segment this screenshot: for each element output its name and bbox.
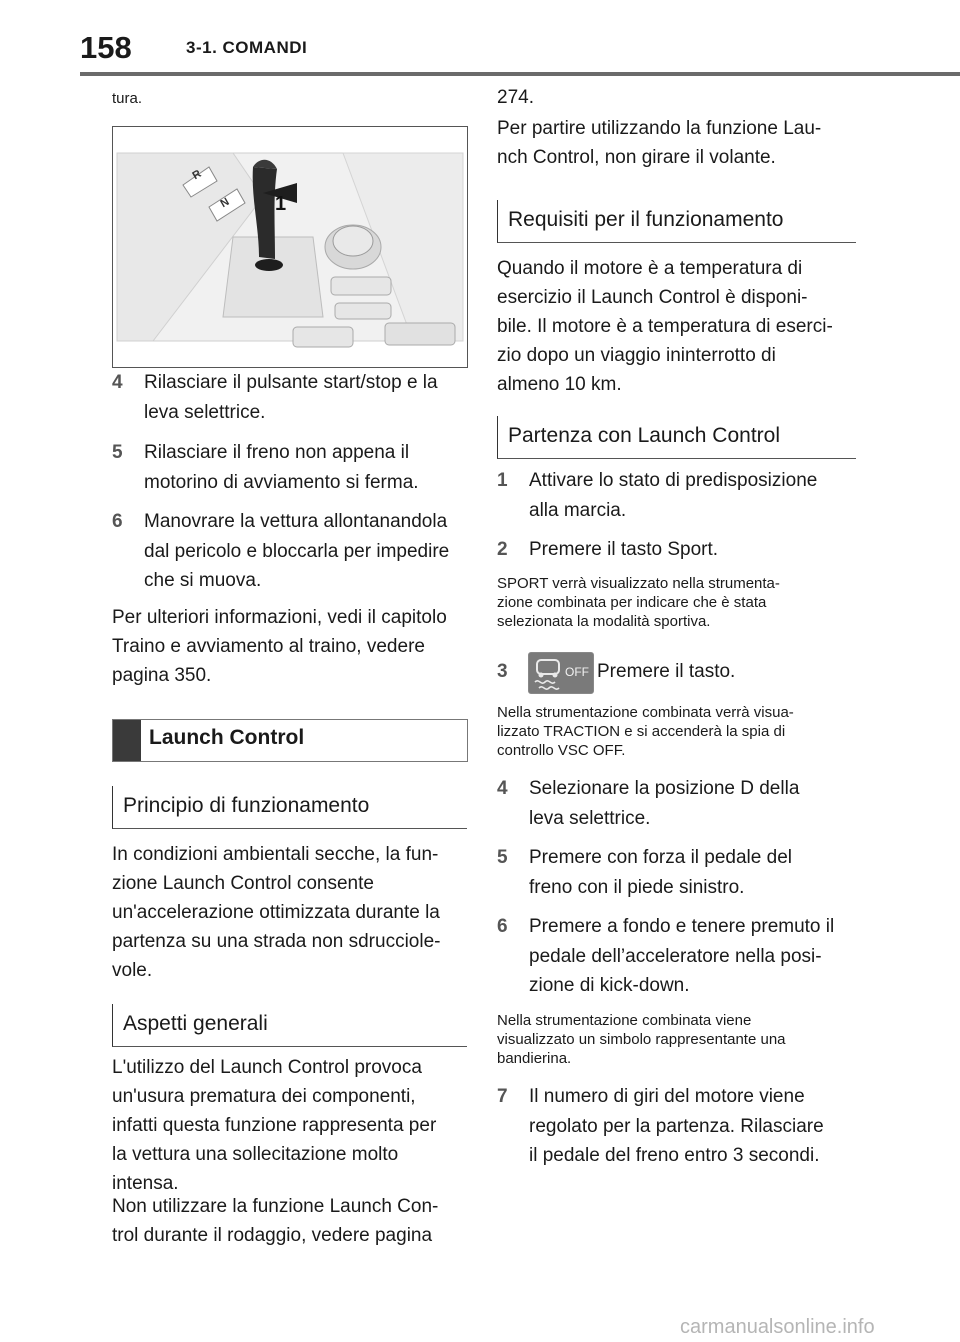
subheading-start-launch — [497, 416, 856, 459]
step-text: Selezionare la posizione D della leva selettrice. — [529, 778, 800, 829]
info-paragraph: Per ulteriori informazioni, vedi il capitolo Traino e avviamento al traino, vedere pagina 350. — [112, 607, 447, 686]
step-text: Il numero di giri del motore viene regolato per la partenza. Rilasciare il pedale del freno entro 3 secondi. — [529, 1086, 824, 1166]
requirements-paragraph: Quando il motore è a temperatura di esercizio il Launch Control è disponi- bile. Il motore è a temperatura di eserci- zio dopo un viaggio ininterrotto di almeno 10 km. — [497, 258, 833, 395]
gear-selector-figure — [112, 126, 468, 368]
step-text: Premere il tasto Sport. — [529, 539, 719, 560]
rodaggio-paragraph: Non utilizzare la funzione Launch Con- trol durante il rodaggio, vedere pagina — [112, 1196, 439, 1246]
subheading-text: Aspetti generali — [123, 1012, 268, 1035]
step-text: Premere con forza il pedale del freno con il piede sinistro. — [529, 847, 792, 898]
note-flag: Nella strumentazione combinata viene visualizzato un simbolo rappresentante una bandierina. — [497, 1012, 786, 1067]
step-text: Rilasciare il freno non appena il motorino di avviamento si ferma. — [144, 442, 419, 493]
step-number: 1 — [497, 470, 508, 491]
step-7-right — [497, 1082, 857, 1172]
subheading-principle — [112, 786, 467, 829]
vsc-off-button — [528, 652, 594, 694]
step-6-right — [497, 912, 857, 1002]
step-2 — [497, 535, 857, 565]
subheading-text: Requisiti per il funzionamento — [508, 208, 784, 231]
step-1 — [497, 466, 857, 526]
step-number: 3 — [497, 661, 508, 682]
figure-label-r: R — [190, 167, 204, 183]
watermark: carmanualsonline.info — [680, 1316, 875, 1338]
subheading-general — [112, 1004, 467, 1047]
step-4 — [112, 368, 468, 428]
figure-callout: 1 — [275, 193, 287, 215]
step-5 — [112, 438, 468, 498]
step-6 — [112, 507, 468, 597]
chapter-title: 3-1. COMANDI — [186, 38, 308, 57]
page-number: 158 — [80, 30, 132, 65]
step-4-right — [497, 774, 857, 834]
figure-label-n: N — [218, 195, 232, 211]
step-number: 4 — [497, 778, 508, 799]
step-text: Premere il tasto. — [597, 661, 736, 682]
note-sport: SPORT verrà visualizzato nella strumenta- zione combinata per indicare che è stata selezionata la modalità sportiva. — [497, 575, 780, 630]
page-header — [0, 0, 960, 76]
step-number: 5 — [112, 442, 123, 463]
heading-text: Launch Control — [149, 726, 305, 749]
step-number: 7 — [497, 1086, 508, 1107]
continued-page-ref: 274. — [497, 87, 534, 108]
step-number: 5 — [497, 847, 508, 868]
continued-text: tura. — [112, 90, 143, 107]
step-text: Premere a fondo e tenere premuto il pedale dell’acceleratore nella posi- zione di kick-down. — [529, 916, 835, 996]
header-rule — [80, 72, 960, 76]
step-number: 4 — [112, 372, 123, 393]
gear-selector-illustration — [113, 127, 467, 367]
heading-bar — [113, 720, 141, 761]
step-text: Rilasciare il pulsante start/stop e la leva selettrice. — [144, 372, 438, 423]
subheading-requirements — [497, 200, 856, 243]
step-number: 2 — [497, 539, 508, 560]
principle-paragraph: In condizioni ambientali secche, la fun- zione Launch Control consente un'accelerazione ottimizzata durante la partenza su una strada non sdrucciole- vole. — [112, 844, 441, 981]
step-text: Manovrare la vettura allontanandola dal pericolo e bloccarla per impedire che si muova. — [144, 511, 450, 591]
step-text: Attivare lo stato di predisposizione alla marcia. — [529, 470, 818, 521]
step-5-right — [497, 843, 857, 903]
section-heading-launch-control — [112, 719, 468, 762]
step-number: 6 — [112, 511, 123, 532]
note-traction: Nella strumentazione combinata verrà visua- lizzato TRACTION e si accenderà la spia di controllo VSC OFF. — [497, 704, 794, 759]
subheading-text: Principio di funzionamento — [123, 794, 370, 817]
subheading-text: Partenza con Launch Control — [508, 424, 781, 447]
general-paragraph: L'utilizzo del Launch Control provoca un'usura prematura dei componenti, infatti questa funzione rappresenta per la vettura una sollecitazione molto intensa. — [112, 1057, 437, 1194]
step-number: 6 — [497, 916, 508, 937]
start-paragraph: Per partire utilizzando la funzione Lau- nch Control, non girare il volante. — [497, 118, 822, 168]
off-label: OFF — [565, 665, 589, 679]
